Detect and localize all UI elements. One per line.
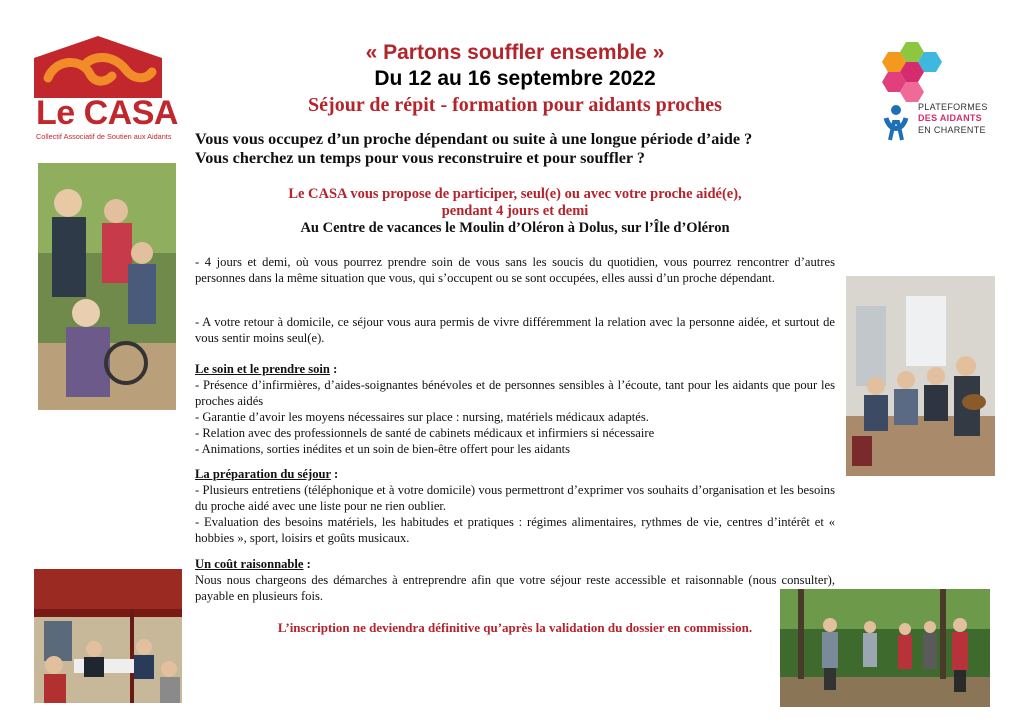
plateformes-line-2: DES AIDANTS xyxy=(918,113,982,123)
final-note: L’inscription ne deviendra définitive qu’après la validation du dossier en commission. xyxy=(277,620,753,635)
section-preparation xyxy=(195,466,835,546)
list-item: - Garantie d’avoir les moyens nécessaires sur place : nursing, matériels médicaux adaptés. xyxy=(195,410,649,424)
plateformes-logo xyxy=(874,40,986,144)
casa-logo-title: Le CASA xyxy=(36,94,178,132)
section-cost-colon: : xyxy=(303,557,311,571)
list-item: - Relation avec des professionnels de santé de cabinets médicaux et infirmiers si nécessaire xyxy=(195,426,655,440)
section-care-colon: : xyxy=(329,362,338,376)
section-care-heading: Le soin et le prendre soin xyxy=(195,362,330,376)
photo-terrace-meal xyxy=(34,569,182,703)
section-prep-colon: : xyxy=(330,467,339,481)
list-item: - Animations, sorties inédites et un soin de bien-être offert pour les aidants xyxy=(195,442,571,456)
section-cost-heading: Un coût raisonnable xyxy=(195,557,304,571)
intro-line-2: Vous cherchez un temps pour vous reconstruire et pour souffler ? xyxy=(195,149,645,167)
casa-logo xyxy=(34,36,178,141)
section-cost xyxy=(195,556,835,604)
list-item: - Evaluation des besoins matériels, les habitudes et pratiques : régimes alimentaires, rythmes de vie, centres d’intérêt et « hobbies », sport, loisirs et goûts musicaux. xyxy=(195,515,835,545)
proposal-line-3: Au Centre de vacances le Moulin d’Oléron à Dolus, sur l’Île d’Oléron xyxy=(300,220,730,236)
subtitle: Séjour de répit - formation pour aidants proches xyxy=(308,94,722,116)
photo-music-room xyxy=(846,276,995,476)
list-item: - Présence d’infirmières, d’aides-soignantes bénévoles et de personnes sensibles à l’écoute, tant pour les aidants que pour les proches aidés xyxy=(195,378,835,408)
intro-questions xyxy=(195,130,845,168)
dates: Du 12 au 16 septembre 2022 xyxy=(374,67,656,90)
casa-logo-mark xyxy=(34,36,162,98)
intro-line-1: Vous vous occupez d’un proche dépendant ou suite à une longue période d’aide ? xyxy=(195,130,753,148)
casa-logo-subtitle: Collectif Associatif de Soutien aux Aidants xyxy=(36,132,172,141)
header xyxy=(200,40,830,118)
section-cost-text: Nous nous chargeons des démarches à entreprendre afin que votre séjour reste accessible et raisonnable (nous consulter), payable en plusieurs fois. xyxy=(195,573,835,603)
section-care xyxy=(195,361,835,457)
proposal xyxy=(195,186,835,237)
paragraph-1: - 4 jours et demi, où vous pourrez prendre soin de vous sans les soucis du quotidien, vous pourrez rencontrer d’autres personnes dans la même situation que vous, qui s’occupent ou se sont occupées, elles aussi d’un proche dépendant. xyxy=(195,255,835,285)
list-item: - Plusieurs entretiens (téléphonique et à votre domicile) vous permettront d’exprimer vos souhaits d’organisation et les besoins du proche aidé avec une liste pour ne rien oublier. xyxy=(195,483,835,513)
photo-garden-group xyxy=(38,163,176,410)
plateformes-line-1: PLATEFORMES xyxy=(918,102,988,112)
section-prep-heading: La préparation du séjour xyxy=(195,467,331,481)
proposal-line-2: pendant 4 jours et demi xyxy=(441,203,589,219)
slogan: « Partons souffler ensemble » xyxy=(365,41,665,64)
proposal-line-1: Le CASA vous propose de participer, seul(e) ou avec votre proche aidé(e), xyxy=(288,186,742,202)
photo-forest-walk xyxy=(780,589,990,707)
paragraph-2: - A votre retour à domicile, ce séjour vous aura permis de vivre différemment la relation avec la personne aidée, et surtout de vous sentir moins seul(e). xyxy=(195,315,835,345)
plateformes-line-3: EN CHARENTE xyxy=(918,125,986,135)
